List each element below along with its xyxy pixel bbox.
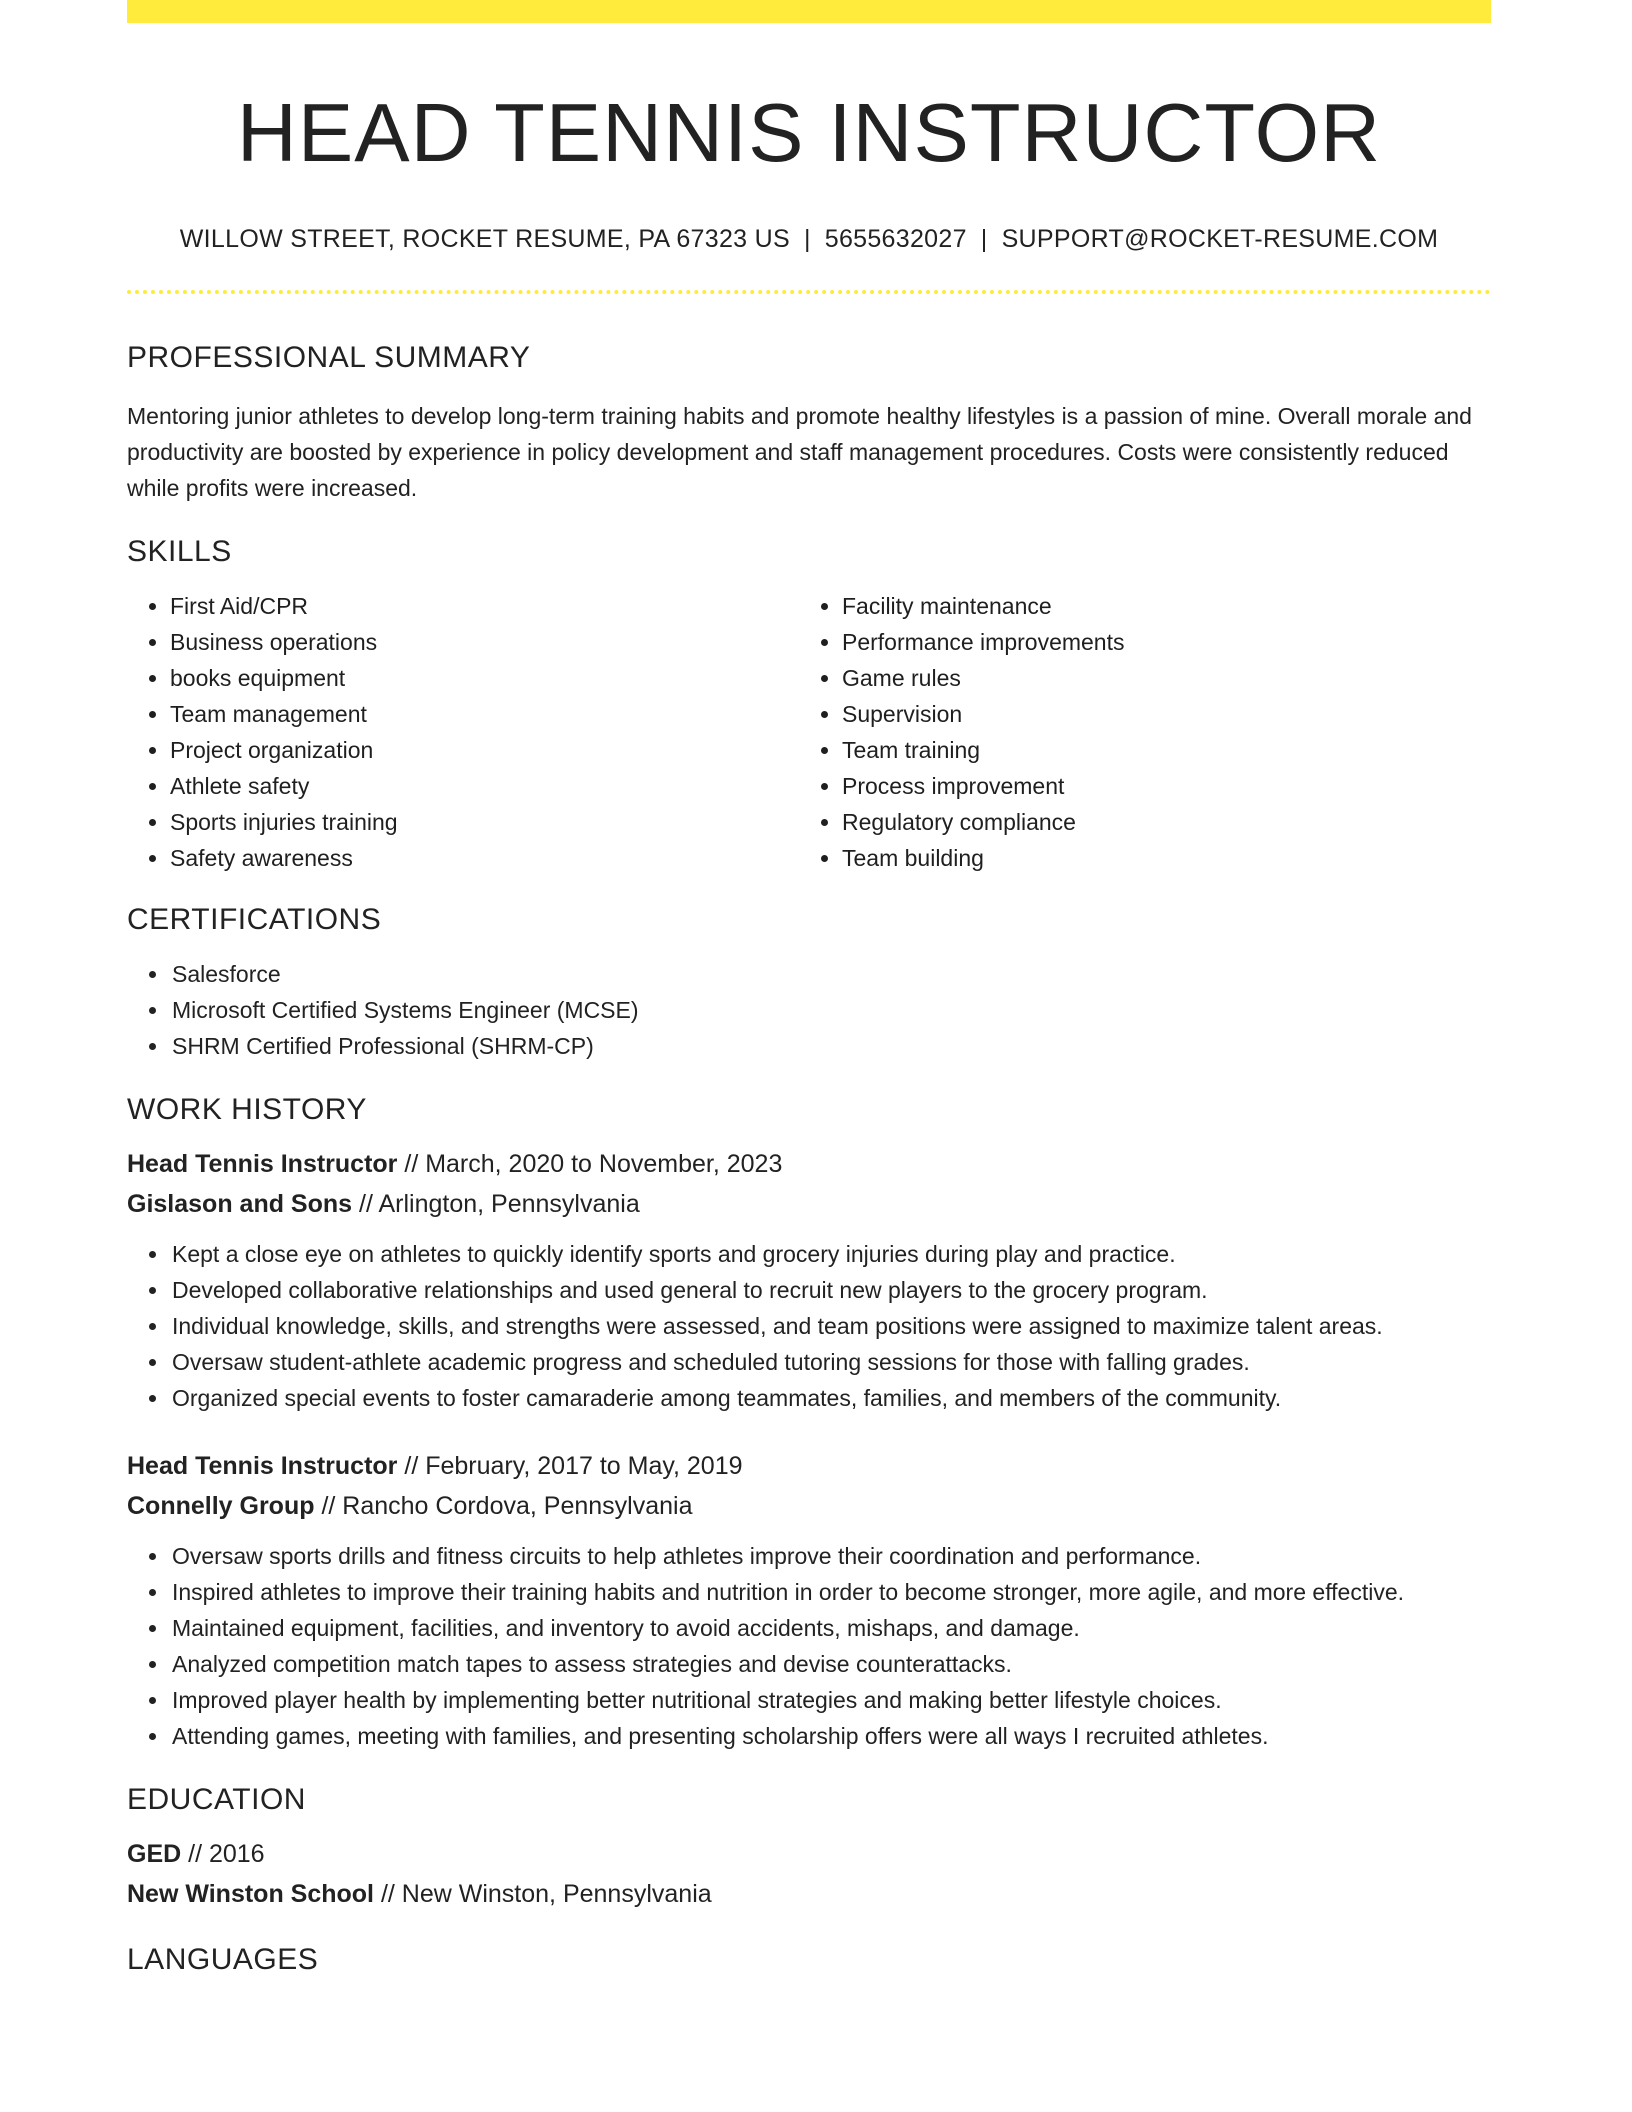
address: WILLOW STREET, ROCKET RESUME, PA 67323 US bbox=[179, 224, 790, 253]
contact-line bbox=[127, 225, 1491, 254]
job-bullet: • Oversaw student-athlete academic progress and scheduled tutoring sessions for those with falling grades. bbox=[170, 1344, 1491, 1380]
job-role: Head Tennis Instructor bbox=[127, 1451, 398, 1480]
section-title-summary: PROFESSIONAL SUMMARY bbox=[127, 340, 531, 374]
job-bullet: • Improved player health by implementing better nutritional strategies and making better lifestyle choices. bbox=[170, 1682, 1491, 1718]
skill-item: • Safety awareness bbox=[170, 840, 799, 876]
skill-item: • Team management bbox=[170, 696, 799, 732]
skill-item: • Business operations bbox=[170, 624, 799, 660]
skill-item: • Process improvement bbox=[842, 768, 1471, 804]
dotted-divider bbox=[127, 290, 1491, 294]
skills-list-left bbox=[127, 588, 799, 876]
education-school: New Winston School bbox=[127, 1879, 374, 1908]
skill-item: • Supervision bbox=[842, 696, 1471, 732]
resume-name: HEAD TENNIS INSTRUCTOR bbox=[236, 86, 1382, 179]
education-year: // 2016 bbox=[181, 1839, 265, 1868]
certification-item: • Microsoft Certified Systems Engineer (MCSE) bbox=[170, 992, 1491, 1028]
job-location: // Rancho Cordova, Pennsylvania bbox=[314, 1491, 693, 1520]
languages-section bbox=[127, 1942, 1491, 1978]
section-title-languages: LANGUAGES bbox=[127, 1942, 319, 1976]
job-company: Connelly Group bbox=[127, 1491, 315, 1520]
job-bullets bbox=[127, 1538, 1491, 1754]
job-bullets bbox=[127, 1236, 1491, 1416]
skill-item: • Project organization bbox=[170, 732, 799, 768]
email: SUPPORT@ROCKET-RESUME.COM bbox=[1001, 224, 1439, 253]
phone: 5655632027 bbox=[824, 224, 967, 253]
section-title-certifications: CERTIFICATIONS bbox=[127, 902, 382, 936]
job-location: // Arlington, Pennsylvania bbox=[352, 1189, 640, 1218]
skill-item: • Athlete safety bbox=[170, 768, 799, 804]
skill-item: • First Aid/CPR bbox=[170, 588, 799, 624]
section-title-education: EDUCATION bbox=[127, 1782, 306, 1816]
summary-section bbox=[127, 340, 1491, 506]
job-bullet: • Organized special events to foster camaraderie among teammates, families, and members of the community. bbox=[170, 1380, 1491, 1416]
skill-item: • Team building bbox=[842, 840, 1471, 876]
job-company-line bbox=[127, 1184, 1491, 1224]
summary-text: Mentoring junior athletes to develop long-term training habits and promote healthy lifestyles is a passion of mine. Overall morale and productivity are boosted by experience in policy development and staff management procedures. Costs were consistently reduced while profits were increased. bbox=[127, 402, 1472, 501]
section-title-work: WORK HISTORY bbox=[127, 1092, 367, 1126]
job-title-line bbox=[127, 1144, 1491, 1184]
separator: | bbox=[980, 224, 988, 253]
job-bullet: • Oversaw sports drills and fitness circuits to help athletes improve their coordination and performance. bbox=[170, 1538, 1491, 1574]
job-title-line bbox=[127, 1446, 1491, 1486]
accent-bar bbox=[127, 0, 1491, 23]
job-bullet: • Individual knowledge, skills, and strengths were assessed, and team positions were assigned to maximize talent areas. bbox=[170, 1308, 1491, 1344]
job-company: Gislason and Sons bbox=[127, 1189, 353, 1218]
certifications-list bbox=[127, 956, 1491, 1064]
education-location: // New Winston, Pennsylvania bbox=[374, 1879, 712, 1908]
skill-item: • Game rules bbox=[842, 660, 1471, 696]
work-history-section bbox=[127, 1092, 1491, 1754]
certification-item: • Salesforce bbox=[170, 956, 1491, 992]
education-section bbox=[127, 1782, 1491, 1914]
resume-page bbox=[127, 0, 1491, 1978]
education-degree-line bbox=[127, 1834, 1491, 1874]
skills-list-right bbox=[799, 588, 1471, 876]
skill-item: • books equipment bbox=[170, 660, 799, 696]
skills-section bbox=[127, 534, 1491, 876]
job-dates: // March, 2020 to November, 2023 bbox=[397, 1149, 783, 1178]
separator: | bbox=[803, 224, 811, 253]
job-bullet: • Kept a close eye on athletes to quickly identify sports and grocery injuries during play and practice. bbox=[170, 1236, 1491, 1272]
job-bullet: • Developed collaborative relationships and used general to recruit new players to the grocery program. bbox=[170, 1272, 1491, 1308]
skill-item: • Regulatory compliance bbox=[842, 804, 1471, 840]
section-title-skills: SKILLS bbox=[127, 534, 232, 568]
skill-item: • Performance improvements bbox=[842, 624, 1471, 660]
job-entry bbox=[127, 1446, 1491, 1754]
job-bullet: • Analyzed competition match tapes to assess strategies and devise counterattacks. bbox=[170, 1646, 1491, 1682]
job-bullet: • Inspired athletes to improve their training habits and nutrition in order to become stronger, more agile, and more effective. bbox=[170, 1574, 1491, 1610]
job-role: Head Tennis Instructor bbox=[127, 1149, 398, 1178]
skills-grid bbox=[127, 588, 1491, 876]
job-entry bbox=[127, 1144, 1491, 1416]
skill-item: • Facility maintenance bbox=[842, 588, 1471, 624]
education-degree: GED bbox=[127, 1839, 182, 1868]
job-bullet: • Maintained equipment, facilities, and inventory to avoid accidents, mishaps, and damage. bbox=[170, 1610, 1491, 1646]
education-entry bbox=[127, 1834, 1491, 1914]
skill-item: • Team training bbox=[842, 732, 1471, 768]
skill-item: • Sports injuries training bbox=[170, 804, 799, 840]
job-bullet: • Attending games, meeting with families, and presenting scholarship offers were all ways I recruited athletes. bbox=[170, 1718, 1491, 1754]
education-school-line bbox=[127, 1874, 1491, 1914]
job-dates: // February, 2017 to May, 2019 bbox=[397, 1451, 743, 1480]
certification-item: • SHRM Certified Professional (SHRM-CP) bbox=[170, 1028, 1491, 1064]
certifications-section bbox=[127, 902, 1491, 1064]
job-company-line bbox=[127, 1486, 1491, 1526]
